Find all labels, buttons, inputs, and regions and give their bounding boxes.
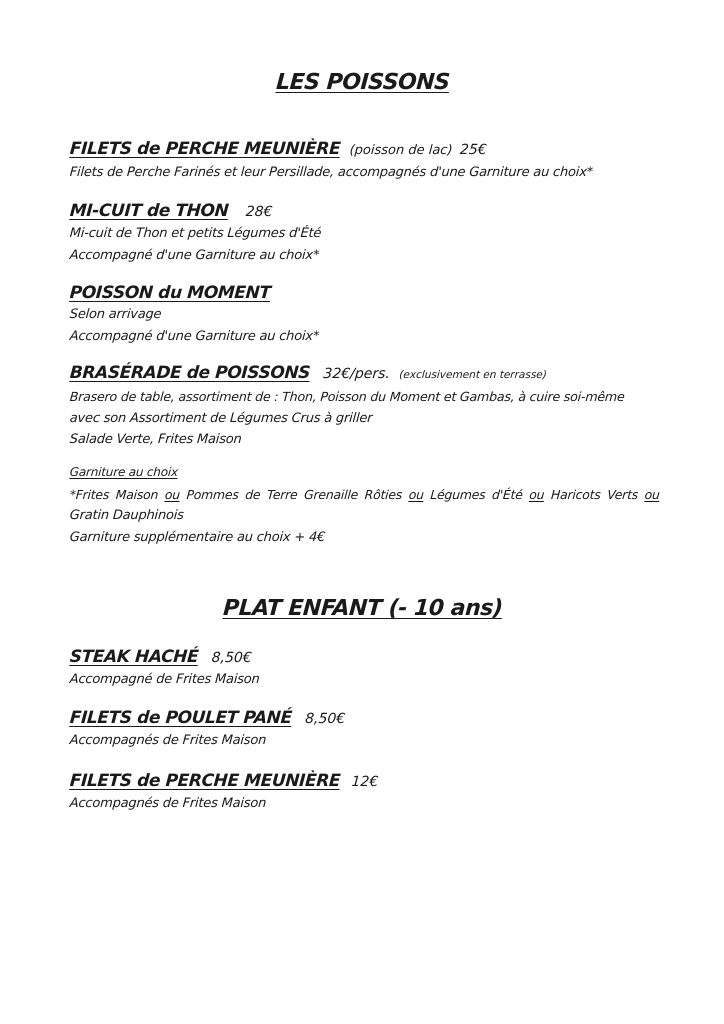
item-price: 12€ xyxy=(350,774,379,790)
menu-item-filets-perche xyxy=(69,138,659,184)
item-name: FILETS de PERCHE MEUNIÈRE xyxy=(69,771,341,791)
garniture-options-cont: Gratin Dauphinois xyxy=(69,508,185,523)
item-description: Accompagné d'une Garniture au choix* xyxy=(69,247,320,263)
item-price: 28€ xyxy=(245,204,274,220)
item-note: (exclusivement en terrasse) xyxy=(398,369,548,381)
item-price: 25€ xyxy=(459,142,488,158)
item-price: 32€/pers. xyxy=(322,366,391,382)
section-title-enfant: PLAT ENFANT (- 10 ans) xyxy=(222,596,504,621)
item-description: Accompagné d'une Garniture au choix* xyxy=(69,328,320,344)
garniture-block xyxy=(69,462,659,548)
garniture-options: *Frites Maison ou Pommes de Terre Grenaille Rôties ou Légumes d'Été ou Haricots Verts ou xyxy=(69,486,661,502)
menu-item-braserade xyxy=(69,362,659,451)
section-title-poissons: LES POISSONS xyxy=(275,70,451,95)
garniture-title: Garniture au choix xyxy=(69,465,179,479)
item-name: FILETS de POULET PANÉ xyxy=(69,708,293,728)
item-description: Accompagnés de Frites Maison xyxy=(69,733,267,748)
menu-item-filets-perche-enfant xyxy=(69,770,659,815)
item-note: (poisson de lac) xyxy=(349,143,454,158)
menu-item-poisson-moment xyxy=(69,282,659,347)
item-name: STEAK HACHÉ xyxy=(69,647,200,667)
menu-item-poulet-pane xyxy=(69,707,659,752)
item-price: 8,50€ xyxy=(304,711,346,727)
item-description: Selon arrivage xyxy=(69,307,162,322)
item-description: Accompagnés de Frites Maison xyxy=(69,796,267,811)
item-description: Brasero de table, assortiment de : Thon, Poisson du Moment et Gambas, à cuire soi-même xyxy=(69,389,626,404)
item-description: Filets de Perche Farinés et leur Persillade, accompagnés d'une Garniture au choix* xyxy=(69,165,594,180)
garniture-supplement: Garniture supplémentaire au choix + 4€ xyxy=(69,529,326,545)
item-price: 8,50€ xyxy=(211,650,253,666)
menu-item-steak-hache xyxy=(69,646,659,691)
item-name: BRASÉRADE de POISSONS xyxy=(69,363,311,383)
menu-item-mi-cuit-thon xyxy=(69,200,659,266)
item-name: FILETS de PERCHE MEUNIÈRE xyxy=(69,139,341,159)
item-name: POISSON du MOMENT xyxy=(69,283,272,303)
item-name: MI-CUIT de THON xyxy=(69,201,230,221)
item-description: avec son Assortiment de Légumes Crus à griller xyxy=(69,410,373,426)
item-description: Accompagné de Frites Maison xyxy=(69,672,261,687)
item-description: Salade Verte, Frites Maison xyxy=(69,432,243,447)
item-description: Mi-cuit de Thon et petits Légumes d'Été xyxy=(69,226,322,241)
